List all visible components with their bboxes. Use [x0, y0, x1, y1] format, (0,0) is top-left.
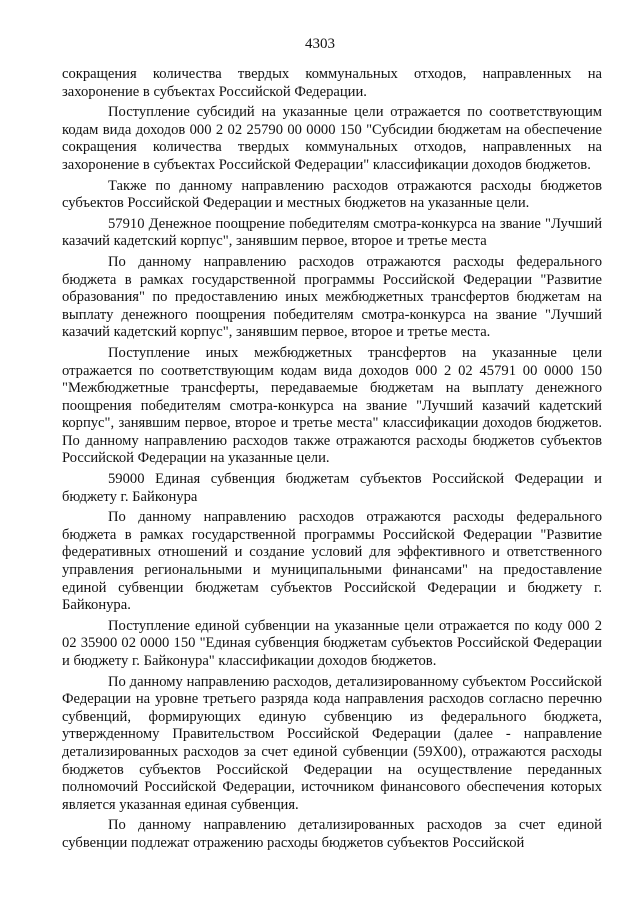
paragraph: Поступление иных межбюджетных трансфертов на указанные цели отражается по соответствующим кодам вида доходов 000 2 02 45791 00 0000 150 "Межбюджетные трансферты, передаваемые бюджетам на выплату денежного поощрения победителям смотра-конкурса на звание "Лучший казачий кадетский корпус", занявшим первое, второе и третье места" классификации доходов бюджетов. По данному направлению расходов также отражаются расходы бюджетов субъектов Российской Федерации на указанные цели. — [62, 344, 602, 467]
paragraph: По данному направлению детализированных расходов за счет единой субвенции подлежат отражению расходы бюджетов субъектов Российской — [62, 817, 602, 851]
document-body — [62, 66, 602, 856]
paragraph: сокращения количества твердых коммунальных отходов, направленных на захоронение в субъектах Российской Федерации. — [62, 66, 602, 100]
paragraph: По данному направлению расходов отражаются расходы федерального бюджета в рамках государственной программы Российской Федерации "Развитие образования" по предоставлению иных межбюджетных трансфертов бюджетам на выплату денежного поощрения победителям смотра-конкурса на звание "Лучший казачий кадетский корпус", занявшим первое, второе и третье места. — [62, 253, 602, 341]
paragraph: Поступление единой субвенции на указанные цели отражается по коду 000 2 02 35900 02 0000 150 "Единая субвенция бюджетам субъектов Российской Федерации и бюджету г. Байконура" классификации доходов бюджетов. — [62, 617, 602, 669]
section-heading: 57910 Денежное поощрение победителям смотра-конкурса на звание "Лучший казачий кадетский корпус", занявшим первое, второе и третье места — [62, 215, 602, 250]
paragraph: По данному направлению расходов, детализированному субъектом Российской Федерации на уровне третьего разряда кода направления расходов согласно перечню субвенций, формирующих единую субвенцию из федерального бюджета, утвержденному Правительством Российской Федерации (далее - направление детализированных расходов за счет единой субвенции (59Х00), отражаются расходы бюджетов субъектов Российской Федерации на осуществление переданных полномочий Российской Федерации, источником финансового обеспечения которых является указанная единая субвенция. — [62, 673, 602, 813]
paragraph: По данному направлению расходов отражаются расходы федерального бюджета в рамках государственной программы Российской Федерации "Развитие федеративных отношений и создание условий для эффективного и ответственного управления региональными и муниципальными финансами" на предоставление единой субвенции бюджетам субъектов Российской Федерации и бюджету г. Байконура. — [62, 509, 602, 614]
paragraph: Также по данному направлению расходов отражаются расходы бюджетов субъектов Российской Федерации и местных бюджетов на указанные цели. — [62, 177, 602, 212]
section-heading: 59000 Единая субвенция бюджетам субъектов Российской Федерации и бюджету г. Байконура — [62, 471, 602, 505]
page-number: 4303 — [305, 36, 335, 52]
paragraph: Поступление субсидий на указанные цели отражается по соответствующим кодам вида доходов 000 2 02 25790 00 0000 150 "Субсидии бюджетам на обеспечение сокращения количества твердых коммунальных отходов, направленных на захоронение в субъектах Российской Федерации" классификации доходов бюджетов. — [62, 104, 602, 173]
